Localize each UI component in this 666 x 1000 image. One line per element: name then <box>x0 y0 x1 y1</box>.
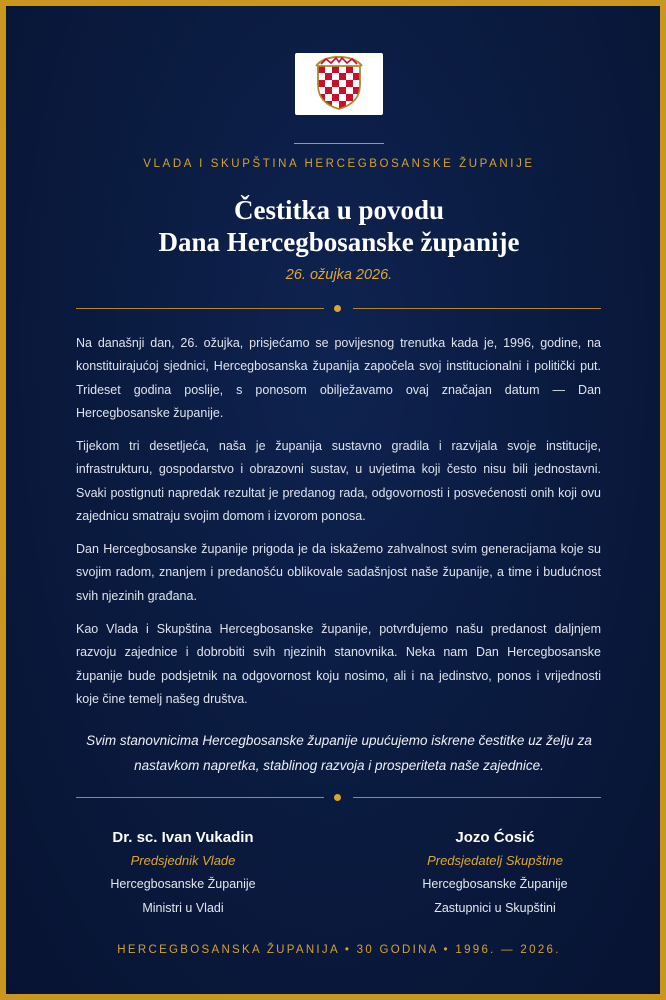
divider-dot-icon <box>334 305 341 312</box>
signatory-role: Predsjednik Vlade <box>130 853 236 868</box>
shield-checker-square <box>318 108 325 115</box>
shield-checker-square <box>346 66 353 73</box>
divider-dot-icon <box>334 794 341 801</box>
card-date: 26. ožujka 2026. <box>285 267 393 283</box>
shield-checker-square <box>332 80 339 87</box>
shield-checker-square <box>353 101 360 108</box>
shield-checker-square <box>346 80 353 87</box>
shield-checker-square <box>325 73 332 80</box>
body-paragraph: Na današnji dan, 26. ožujka, prisjećamo se povijesnog trenutka kada je, 1996, godine, na konstituirajućoj sjednici, Hercegbosanska županija započela svoj institucionalni i politički put. Trideset godina poslije, s ponosom obilježavamo ovaj značajan datum — Dan Hercegbosanske županije. <box>76 336 601 421</box>
shield-checker-square <box>332 94 339 101</box>
signature-block-government <box>63 828 303 918</box>
signatory-role: Predsjedatelj Skupštine <box>427 853 563 868</box>
signatory-institution: Hercegbosanske Županije <box>110 877 256 891</box>
shield-checker-square <box>318 66 325 73</box>
shield-checker-square <box>325 87 332 94</box>
shield-checker-square <box>339 87 346 94</box>
closing-wish: Svim stanovnicima Hercegbosanske županije upućujemo iskrene čestitke uz želju za nastavkom napretka, stablinog razvoja i prosperiteta naše zajednice. <box>86 733 592 773</box>
body-paragraph: Kao Vlada i Skupština Hercegbosanske županije, potvrđujemo našu predanost daljnjem razvoju zajednice i dobrobiti svih njezinih stanovnika. Neka nam Dan Hercegbosanske županije bude podsjetnik na odgovornost koju nosimo, ali i na jedinstvo, ponos i vrijednosti koje čine temelj našeg društva. <box>76 622 601 707</box>
card-title-line-2: Dana Hercegbosanske županije <box>158 227 520 257</box>
shield-checker-square <box>353 73 360 80</box>
signatory-institution: Hercegbosanske Županije <box>422 877 568 891</box>
signatory-name: Dr. sc. Ivan Vukadin <box>112 829 254 846</box>
bottom-ornament-divider <box>76 792 601 804</box>
footer-anniversary-line: HERCEGBOSANSKA ŽUPANIJA • 30 GODINA • 1996. — 2026. <box>117 944 561 956</box>
shield-checker-square <box>339 73 346 80</box>
signature-block-assembly <box>375 828 615 918</box>
card-title-line-1: Čestitka u povodu <box>233 195 445 225</box>
body-paragraph: Dan Hercegbosanske županije prigoda je da iskažemo zahvalnost svim generacijama koje su svojim radom, znanjem i predanošću oblikovale sadašnjost naše županije, a time i budućnost svih njezinih građana. <box>76 542 601 603</box>
signatory-group: Zastupnici u Skupštini <box>434 901 556 915</box>
shield-checker-square <box>346 94 353 101</box>
coat-of-arms-flag-icon <box>295 53 383 115</box>
shield-checker-square <box>346 108 353 115</box>
signatory-name: Jozo Ćosić <box>455 829 535 846</box>
signatory-group: Ministri u Vladi <box>142 901 224 915</box>
organization-line: VLADA I SKUPŠTINA HERCEGBOSANSKE ŽUPANIJE <box>143 158 535 170</box>
shield-checker-square <box>332 66 339 73</box>
body-paragraph: Tijekom tri desetljeća, naša je županija sustavno gradila i razvijala svoje institucije, infrastrukturu, gospodarstvo i obrazovni sustav, u uvjetima koji često nisu bili jednostavni. Svaki postignuti napredak rezultat je predanog rada, odgovornosti i posvećenosti onih koji ovu zajednicu smatraju svojim domom i izvorom ponosa. <box>76 439 601 524</box>
top-ornament-divider <box>76 303 601 315</box>
shield-checker-square <box>318 80 325 87</box>
top-decorative-rule <box>294 143 384 144</box>
